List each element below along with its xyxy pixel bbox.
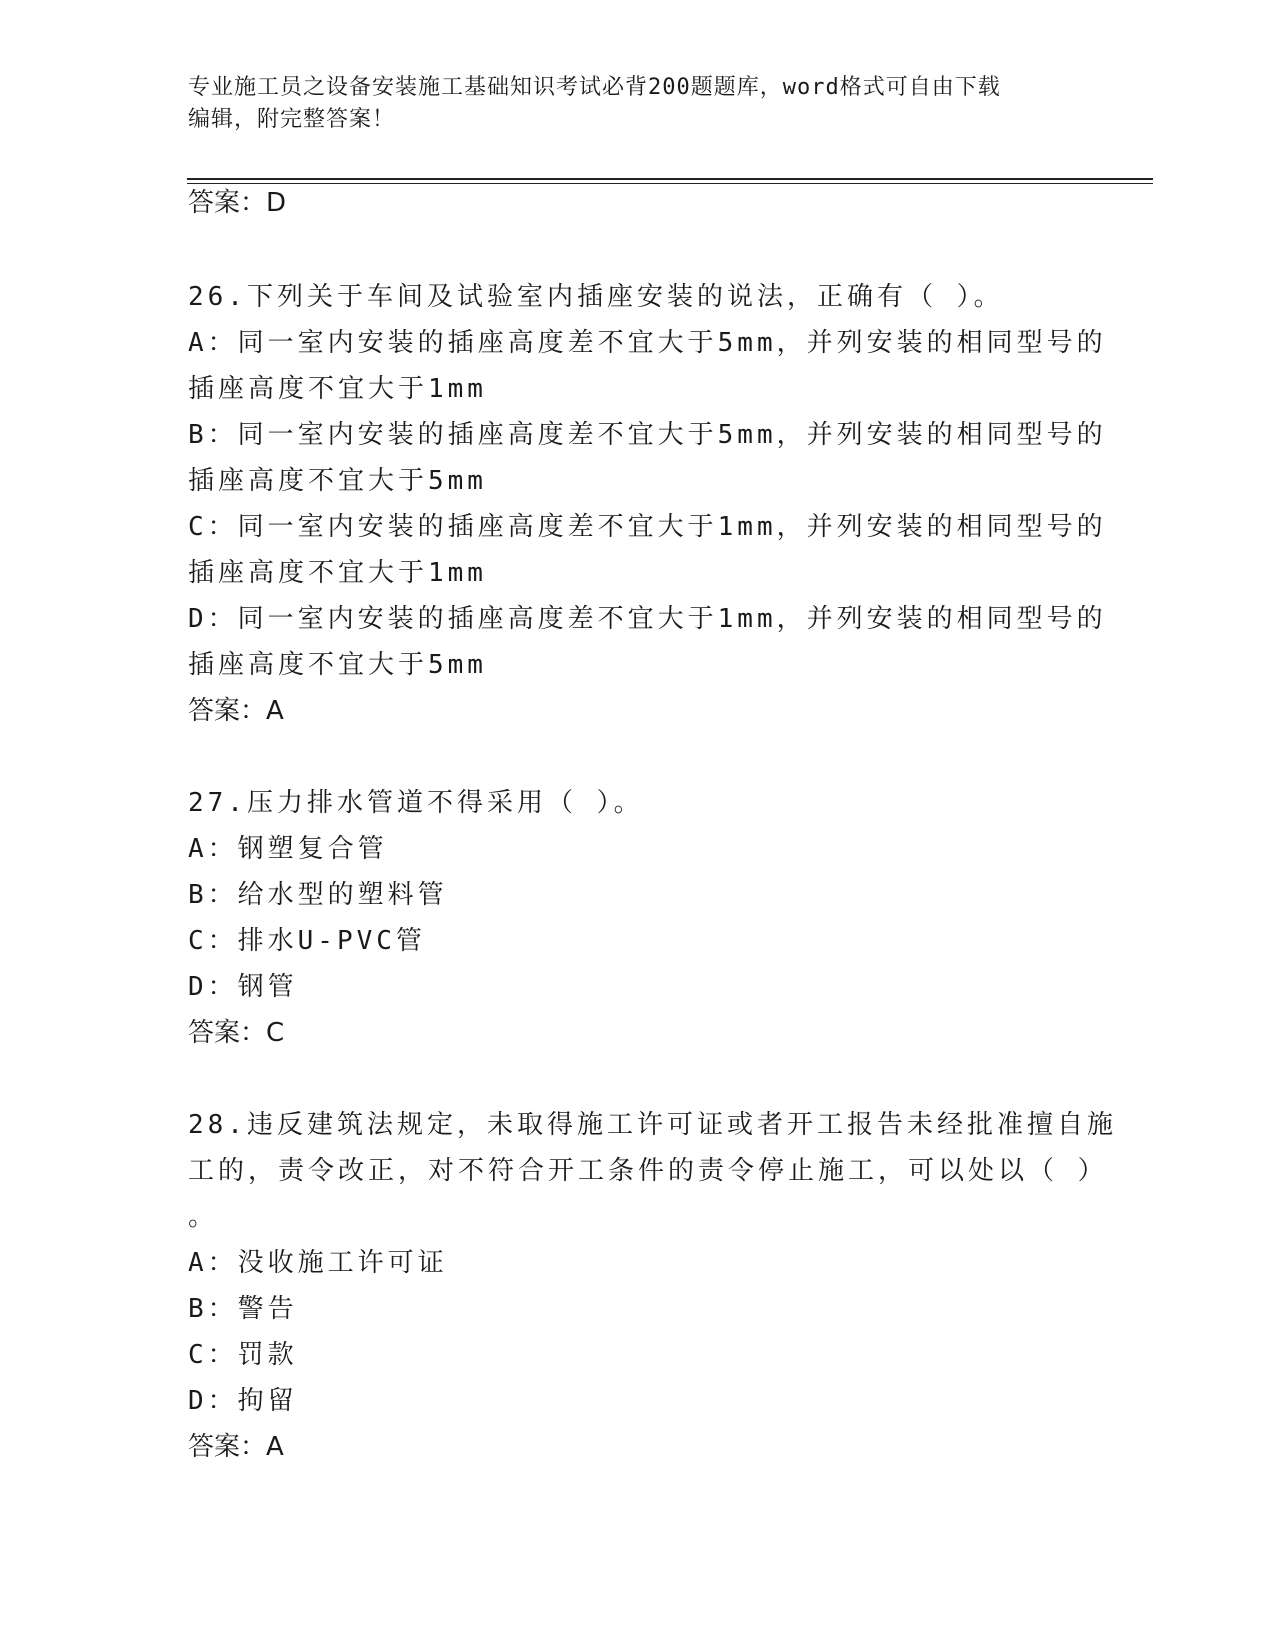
question-26-option-a-line-1: A：同一室内安装的插座高度差不宜大于5mm，并列安装的相同型号的 [188, 328, 1107, 358]
question-28-option-a: A：没收施工许可证 [188, 1248, 448, 1278]
question-26-option-d-line-2: 插座高度不宜大于5mm [188, 650, 487, 680]
header-line-1: 专业施工员之设备安装施工基础知识考试必背200题题库，word格式可自由下载 [188, 75, 1001, 100]
question-28-stem-line-3: 。 [188, 1202, 219, 1232]
header-divider [187, 178, 1153, 180]
question-26-option-d-line-1: D：同一室内安装的插座高度差不宜大于1mm，并列安装的相同型号的 [188, 604, 1107, 634]
question-27-answer: 答案：C [188, 1018, 285, 1048]
header-divider-thin [187, 183, 1153, 184]
question-28-option-c: C：罚款 [188, 1340, 298, 1370]
question-28-option-d: D：拘留 [188, 1386, 298, 1416]
question-26-option-b-line-2: 插座高度不宜大于5mm [188, 466, 487, 496]
question-27-option-d: D：钢管 [188, 972, 298, 1002]
question-27-option-a: A：钢塑复合管 [188, 834, 388, 864]
question-28-stem-line-2: 工的，责令改正，对不符合开工条件的责令停止施工，可以处以（ ） [188, 1156, 1108, 1186]
document-header [188, 72, 1068, 136]
question-27-stem: 27.压力排水管道不得采用（ ）。 [188, 788, 644, 818]
question-26-option-a-line-2: 插座高度不宜大于1mm [188, 374, 487, 404]
header-line-2: 编辑，附完整答案！ [188, 107, 396, 132]
question-26-option-c-line-2: 插座高度不宜大于1mm [188, 558, 487, 588]
question-28-answer: 答案：A [188, 1432, 284, 1462]
question-26-stem: 26.下列关于车间及试验室内插座安装的说法，正确有（ ）。 [188, 282, 1004, 312]
question-27-option-b: B：给水型的塑料管 [188, 880, 448, 910]
question-26-option-c-line-1: C：同一室内安装的插座高度差不宜大于1mm，并列安装的相同型号的 [188, 512, 1107, 542]
question-26-option-b-line-1: B：同一室内安装的插座高度差不宜大于5mm，并列安装的相同型号的 [188, 420, 1107, 450]
question-27-option-c: C：排水U-PVC管 [188, 926, 426, 956]
question-28-option-b: B：警告 [188, 1294, 298, 1324]
question-28-stem-line-1: 28.违反建筑法规定，未取得施工许可证或者开工报告未经批准擅自施 [188, 1110, 1117, 1140]
question-26-answer: 答案：A [188, 696, 284, 726]
answer-prev: 答案：D [188, 188, 287, 218]
